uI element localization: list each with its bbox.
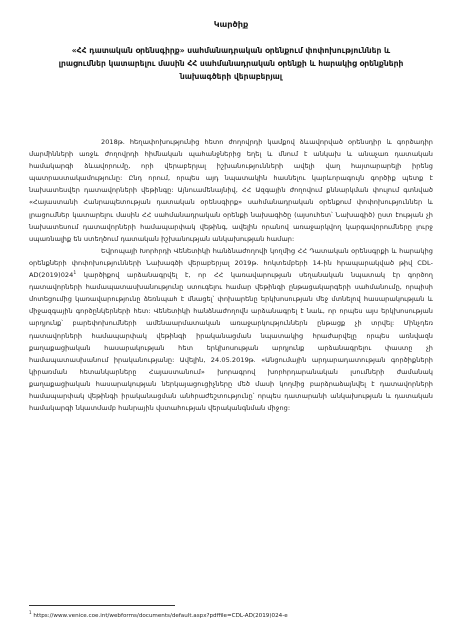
footnote-link[interactable]: https://www.venice.coe.int/webforms/documents/default.aspx?pdffile=CDL-AD(2019)024-e <box>33 613 288 619</box>
paragraph-2-text-end: կարծիքով արձանագրվել է, որ ՀՀ կառավարության սեղանական նպատակ էր գործող դատավորների համապատասխանությունը ստուգելու համար վեթինգի ընթացակարգերի սահմանումը, որպիսի մոտեցումից կառավարությունը ձեռնպահ է մնացել՝ փոխարենը երկխոսության մեջ մտնելով հասարակության և միջազգային գործընկերների հետ: Վենետիկի հանձնաժողովն արձանագրել է նաև, որ որպես այս երկխոսության արդյունք՝ բարեփոխումների ամենաարմատական առաջարկություններն ընթացք չի տրվել: Մինչդեռ դատավորների համապարփակ վեթինգի իրականացման նպատակից հրաժարվելը որպես առնվազն քաղաքացիական հասարակության հետ երկխոսության արդյունք արձանագրելու փաստը չի համապատասխանում իրականությանը: Ավելին, 24.05.2019թ. «Անցումային արդարադատության գործիքների կիրառման հետանկարները Հայաստանում» խորագրով խորհրդարանական լսումների ժամանակ քաղաքացիական հասարակության ներկայացուցիչները մեծ մասի կողմից բարձրաձայնվել է դատավորների համապարփակ վեթինգի իրականացման անհրաժեշտությունը՝ որպես դատարանի անկախության և դատական համակարգի նկատմամբ հանրային վստահության վերականգնման միջոց: <box>29 271 433 413</box>
footnote-divider <box>29 605 175 606</box>
paragraph-2-text-start: Եվրոպայի Խորհրդի Վենետիկի հանձնաժողովի կողմից ՀՀ Դատական օրենսգրքի և հարակից օրենքների փոփոխությունների Նախագծի վերաբերյալ 2019թ. հոկտեմբերի 14-ին հրապարակված թիվ CDL-AD(2019)024 <box>29 246 433 280</box>
document-heading: Կարծիք <box>213 19 249 29</box>
paragraph-1: 2018թ. հեղափոխությունից հետո ժողովրդի կամքով ձևավորված օրենսդիր և գործադիր մարմինների առջև ժողովրդի հիմնական պահանջներից եղել և մնում է անկախ և անաչառ դատական համակարգի ձևավորումը, որի վերաբերյալ իշխանությունների ավելի վաղ հայտարարելի իրենց պատրաստակամությունը: Ընդ որում, որպես այդ նպատակին հասնելու կարևորագույն գործիք պետք է նախատեսվեր դատավորների վեթինգը: Այնուամենայնիվ, ՀՀ Ազգային ժողովում քննարկման փուլում գտնված «Հայաստանի Հանրապետության դատական օրենսգիրք» սահմանադրական օրենքում փոփոխություններ և լրացումներ կատարելու մասին ՀՀ սահմանադրական օրենքի նախագիծը (այսուհետ՝ Նախագիծ) ըստ էության չի նախատեսում դատավորների համապարփակ վեթինգ, ավելին որանով առաջարկվող կարգավորումները լուրջ սպառնալիք են ստեղծում դատական իշխանության անկախության համար: <box>29 138 433 243</box>
footnote-reference[interactable]: 1 <box>73 270 77 276</box>
paragraph-2 <box>29 245 433 414</box>
footnote-mark: 1 <box>29 610 32 616</box>
document-subheading: «ՀՀ դատական օրենսգիրք» սահմանադրական օրենքում փոփոխություններ և լրացումներ կատարելու մասին ՀՀ սահմանադրական օրենքի և հարակից օրենքների նախագծերի վերաբերյալ <box>58 46 404 81</box>
footnote <box>29 612 442 620</box>
document-body <box>29 136 433 414</box>
